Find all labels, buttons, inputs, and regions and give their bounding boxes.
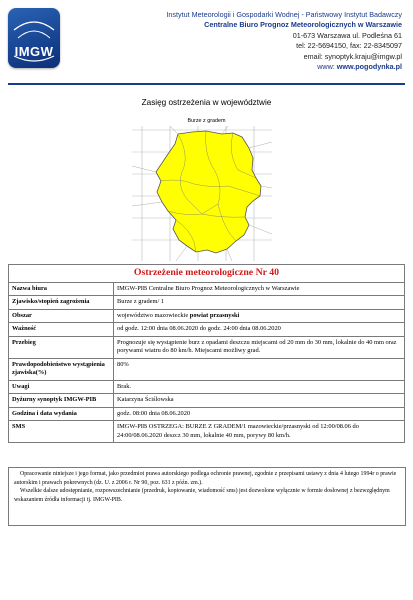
map-title: Zasięg ostrzeżenia w województwie: [141, 98, 272, 107]
map-subtitle: Burze z gradem: [187, 118, 226, 124]
value-forecaster: Katarzyna Ściślowska: [114, 394, 405, 408]
table-row: [9, 296, 405, 310]
label-issued: Godzina i data wydania: [9, 407, 114, 421]
website-prefix: www:: [317, 62, 337, 72]
value-issued: godz. 08:00 dnia 08.06.2020: [114, 407, 405, 421]
value-area-district: powiat przasnyski: [189, 311, 240, 319]
imgw-logo: [8, 8, 60, 68]
logo-text: IMGW: [14, 44, 54, 59]
table-row: [9, 358, 405, 380]
value-remarks: Brak.: [114, 380, 405, 394]
mazowieckie-region: [156, 131, 261, 253]
label-remarks: Uwagi: [9, 380, 114, 394]
office-name: Centralne Biuro Prognoz Meteorologicznych w Warszawie: [204, 20, 402, 30]
label-phenomenon: Zjawisko/stopień zagrożenia: [9, 296, 114, 310]
website-url[interactable]: www.pogodynka.pl: [336, 62, 402, 72]
table-row: [9, 282, 405, 296]
value-probability: 80%: [114, 358, 405, 380]
title-row: [9, 265, 405, 283]
table-row: [9, 421, 405, 443]
table-row: [9, 336, 405, 358]
label-area: Obszar: [9, 309, 114, 323]
value-area-prefix: województwo mazowieckie: [117, 311, 190, 319]
phones: tel: 22-5694150, fax: 22-8345097: [296, 41, 402, 51]
label-probability: Prawdopodobieństwo wystąpienia zjawiska(%): [9, 358, 114, 380]
website[interactable]: [72, 62, 402, 72]
label-sms: SMS: [9, 421, 114, 443]
label-validity: Ważność: [9, 323, 114, 337]
copyright-paragraph-1: Opracowanie niniejsze i jego format, jako przedmiot prawa autorskiego podlega ochronie prawnej, zgodnie z przepisami ustawy z dnia 4 lutego 1994r o prawie autorskim i prawach pokrewnych (dz. U. z 2006 r. Nr 90, poz. 631 z późn. zm.).: [14, 471, 397, 486]
value-office: IMGW-PIB Centralne Biuro Prognoz Meteorologicznych w Warszawie: [114, 282, 405, 296]
logo-globe-icon: [8, 8, 60, 68]
voivodeship-map: [132, 126, 272, 261]
table-row: [9, 309, 405, 323]
table-row: [9, 407, 405, 421]
institute-header: [72, 10, 402, 72]
value-validity: od godz. 12:00 dnia 08.06.2020 do godz. 24:00 dnia 08.06.2020: [114, 323, 405, 337]
value-course: Prognozuje się wystąpienie burz z opadami deszczu miejscami od 20 mm do 30 mm, lokalnie do 40 mm oraz porywami wiatru do 80 km/h. Miejscami możliwy grad.: [114, 336, 405, 358]
table-row: [9, 323, 405, 337]
warning-title: Ostrzeżenie meteorologiczne Nr 40: [9, 265, 405, 283]
header-divider: [8, 83, 405, 85]
warning-table: [8, 264, 405, 443]
value-phenomenon: Burze z gradem/ 1: [114, 296, 405, 310]
label-course: Przebieg: [9, 336, 114, 358]
table-row: [9, 394, 405, 408]
label-office: Nazwa biura: [9, 282, 114, 296]
table-row: [9, 380, 405, 394]
value-sms: IMGW-PIB OSTRZEGA: BURZE Z GRADEM/1 mazowieckie/przasnyski od 12:00/08.06 do 24:00/08.06.2020 deszcz 30 mm, lokalnie 40 mm, porywy 80 km/h.: [114, 421, 405, 443]
address: 01-673 Warszawa ul. Podleśna 61: [292, 30, 402, 40]
institute-name: Instytut Meteorologii i Gospodarki Wodnej - Państwowy Instytut Badawczy: [166, 10, 402, 19]
copyright-paragraph-2: Wszelkie dalsze udostępnianie, rozpowszechnianie (przedruk, kopiowanie, wiadomość sms) jest dozwolone wyłącznie w formie dosłownej z bezwzględnym wskazaniem źródła informacji tj. IMGW-PIB.: [14, 488, 390, 503]
copyright-notice: [8, 467, 406, 526]
email[interactable]: email: synoptyk.kraju@imgw.pl: [303, 51, 402, 61]
value-area: [114, 309, 405, 323]
label-forecaster: Dyżurny synoptyk IMGW-PIB: [9, 394, 114, 408]
